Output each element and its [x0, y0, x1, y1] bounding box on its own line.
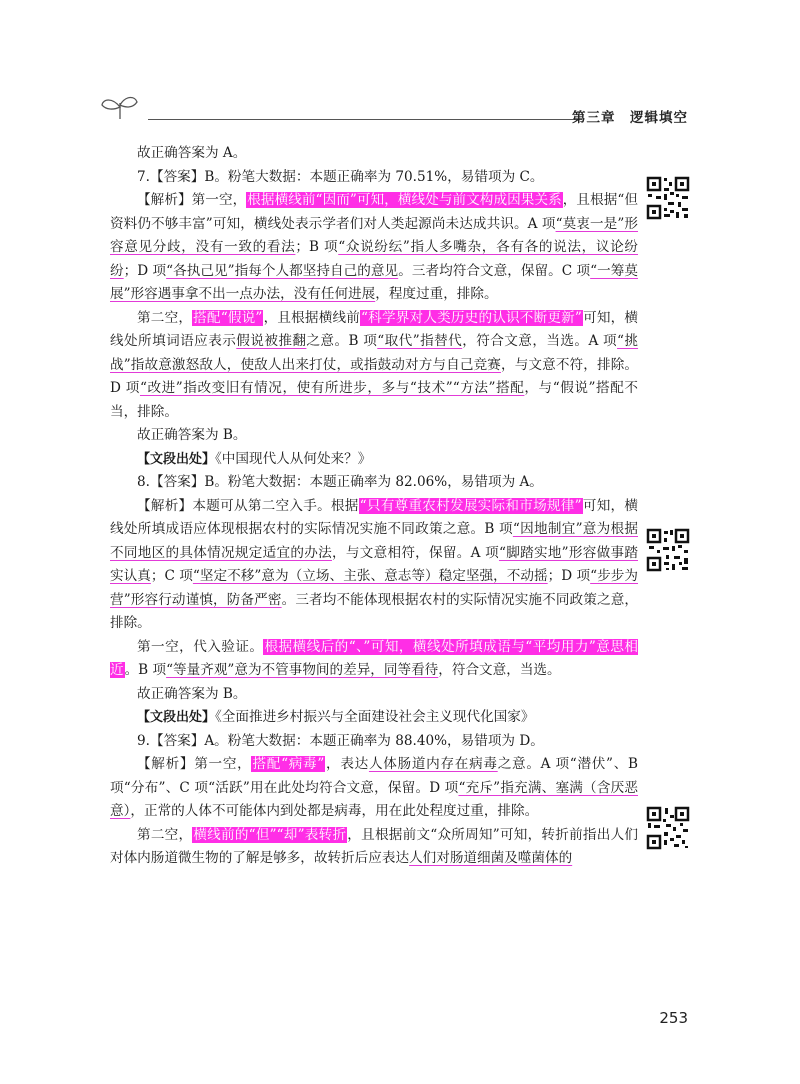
highlight: 搭配“病毒” [252, 756, 325, 772]
page-header [0, 0, 800, 140]
highlight: 搭配“假说” [193, 309, 263, 326]
highlight: 横线前的“但”“却”表转折 [193, 826, 347, 843]
analysis-q9-second: 第二空，横线前的“但”“却”表转折，且根据前文“众所周知”可知，转折前指出人们对体内肠道微生物的了解是够多，故转折后应表达人们对肠道细菌及噬菌体的 [110, 826, 639, 866]
paragraph: 故正确答案为 B。 [137, 427, 247, 443]
page-body [110, 142, 638, 871]
chapter-title: 第三章 逻辑填空 [572, 110, 688, 126]
highlight: 根据横线后的“、”可知，横线处所填成语与“平均用力”意思相近 [110, 638, 639, 678]
highlight: “只有尊重农村发展实际和市场规律” [359, 497, 582, 514]
source-q7: 【文段出处】《中国现代人从何处来？》 [137, 450, 372, 467]
qr-code-icon[interactable] [646, 528, 690, 572]
paragraph: 故正确答案为 A。 [137, 145, 247, 161]
header-rule [148, 119, 582, 120]
qr-code-icon[interactable] [646, 806, 690, 850]
highlight: “科学界对人类历史的认识不断更新” [361, 309, 582, 326]
leaf-icon [100, 93, 140, 123]
analysis-q8-second: 第一空，代入验证。根据横线后的“、”可知，横线处所填成语与“平均用力”意思相近。B 项“等量齐观”意为不管事物间的差异，同等看待，符合文意，当选。 [110, 638, 639, 678]
highlight: 根据横线前“因而”可知，横线处与前文构成因果关系 [247, 192, 562, 208]
analysis-q9-first: 【解析】第一空，搭配“病毒”，表达人体肠道内存在病毒之意。A 项“潜伏”、B 项“分布”、C 项“活跃”用在此处均符合文意，保留。D 项“充斥”指充满、塞满（含厌恶意），正常的人体不可能体内到处都是病毒，用在此处程度过重，排除。 [110, 756, 639, 819]
answer-q9: 9.【答案】A。粉笔大数据：本题正确率为 88.40%，易错项为 D。 [137, 732, 544, 749]
qr-code-icon[interactable] [646, 176, 690, 220]
answer-q7: 7.【答案】B。粉笔大数据：本题正确率为 70.51%，易错项为 C。 [137, 168, 544, 185]
analysis-q8-first: 【解析】本题可从第二空入手。根据“只有尊重农村发展实际和市场规律”可知，横线处所填成语应体现根据农村的实际情况实施不同政策之意。B 项“因地制宜”意为根据不同地区的具体情况规定适宜的办法，与文意相符，保留。A 项“脚踏实地”形容做事踏实认真；C 项“坚定不移”意为（立场、主张、意志等）稳定坚强，不动摇；D 项“步步为营”形容行动谨慎，防备严密。三者均不能体现根据农村的实际情况实施不同政策之意，排除。 [110, 497, 639, 631]
source-q8: 【文段出处】《全面推进乡村振兴与全面建设社会主义现代化国家》 [137, 709, 535, 725]
analysis-q7-second: 第二空，搭配“假说”，且根据横线前“科学界对人类历史的认识不断更新”可知，横线处所填词语应表示假说被推翻之意。B 项“取代”指替代，符合文意，当选。A 项“挑战”指故意激怒敌人，使敌人出来打仗，或指鼓动对方与自己竞赛，与文意不符，排除。D 项“改进”指改变旧有情况，使有所进步，多与“技术”“方法”搭配，与“假说”搭配不当，排除。 [110, 309, 639, 420]
page-number: 253 [659, 1009, 688, 1027]
analysis-q7-first: 【解析】第一空，根据横线前“因而”可知，横线处与前文构成因果关系，且根据“但资料仍不够丰富”可知，横线处表示学者们对人类起源尚未达成共识。A 项“莫衷一是”形容意见分歧，没有一致的看法；B 项“众说纷纭”指人多嘴杂，各有各的说法，议论纷纷；D 项“各执己见”指每个人都坚持自己的意见。三者均符合文意，保留。C 项“一筹莫展”形容遇事拿不出一点办法，没有任何进展，程度过重，排除。 [110, 192, 639, 302]
answer-q8: 8.【答案】B。粉笔大数据：本题正确率为 82.06%，易错项为 A。 [137, 474, 543, 490]
paragraph: 故正确答案为 B。 [137, 685, 247, 702]
